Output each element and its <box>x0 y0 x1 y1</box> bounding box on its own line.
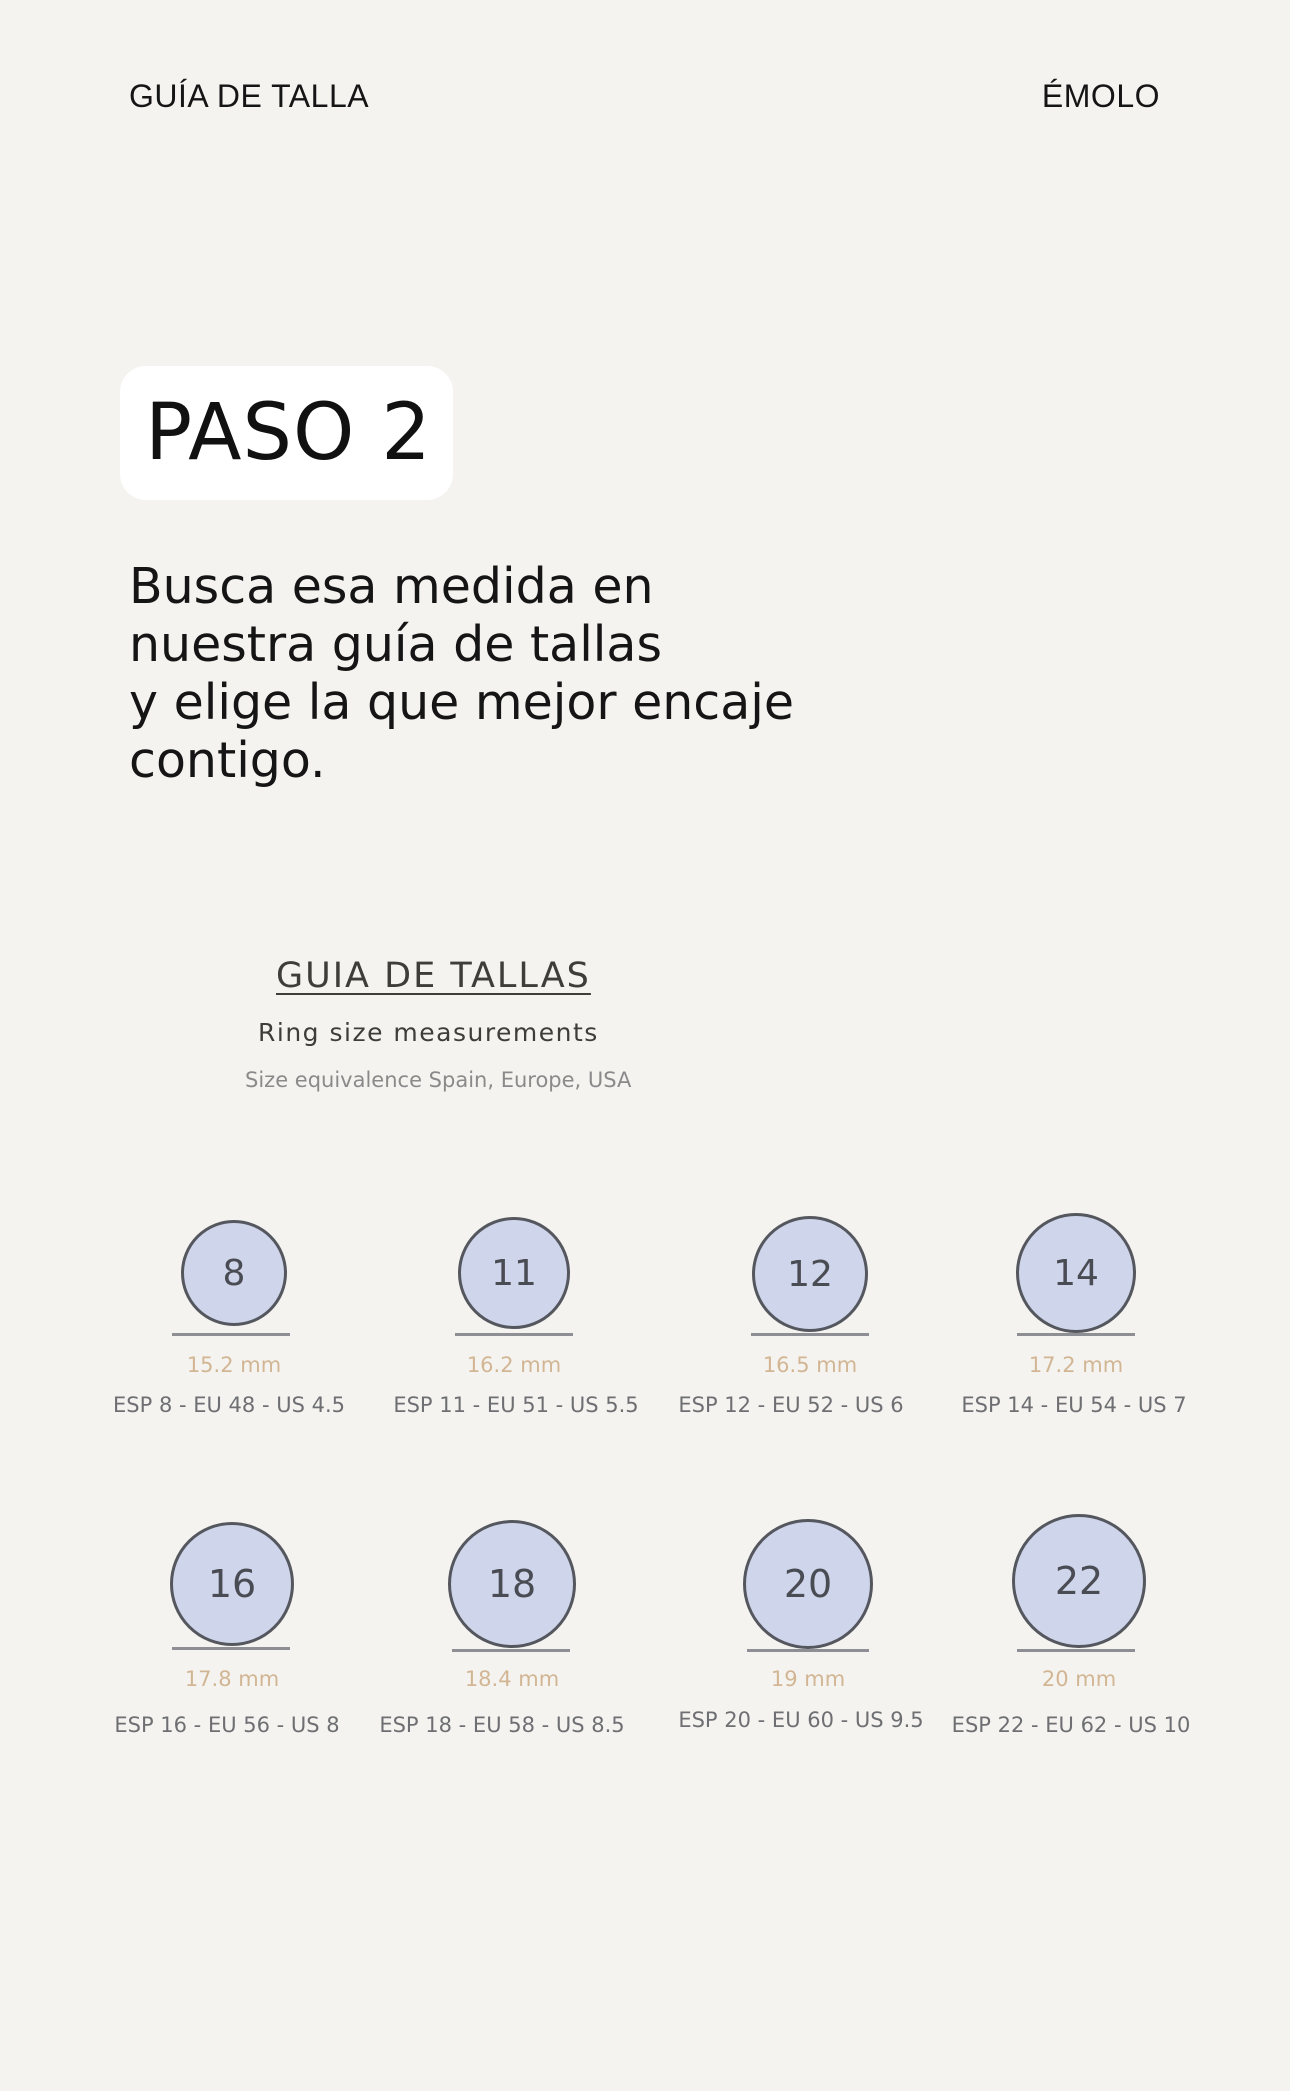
ring-base-line <box>452 1649 570 1652</box>
brand-name: ÉMOLO <box>1041 78 1160 114</box>
ring-diameter-label: 15.2 mm <box>186 1353 282 1377</box>
ring-circle <box>170 1522 294 1646</box>
ring-base-line <box>1017 1333 1135 1336</box>
ring-base-line <box>172 1333 290 1336</box>
ring-size-number: 22 <box>1054 1559 1104 1603</box>
ring-circle <box>743 1519 873 1649</box>
ring-size-number: 8 <box>222 1252 246 1294</box>
ring-equivalence-label: ESP 14 - EU 54 - US 7 <box>961 1393 1187 1417</box>
ring-size-number: 20 <box>783 1562 833 1606</box>
guide-label: GUÍA DE TALLA <box>129 78 370 114</box>
ring-diameter-label: 18.4 mm <box>464 1667 560 1691</box>
ring-circle <box>752 1216 868 1332</box>
ring-base-line <box>1017 1649 1135 1652</box>
size-guide-title: GUIA DE TALLAS <box>276 956 591 996</box>
ring-circle <box>181 1220 287 1326</box>
ring-equivalence-label: ESP 18 - EU 58 - US 8.5 <box>379 1713 625 1737</box>
ring-equivalence-label: ESP 22 - EU 62 - US 10 <box>951 1713 1191 1737</box>
ring-diameter-label: 17.8 mm <box>184 1667 280 1691</box>
ring-size-number: 18 <box>487 1562 537 1606</box>
ring-diameter-label: 16.5 mm <box>762 1353 858 1377</box>
size-guide-subtitle: Ring size measurements <box>258 1018 599 1047</box>
ring-diameter-label: 20 mm <box>1041 1667 1117 1691</box>
ring-size-number: 14 <box>1053 1252 1099 1294</box>
ring-equivalence-label: ESP 11 - EU 51 - US 5.5 <box>393 1393 639 1417</box>
step-badge <box>120 366 453 500</box>
size-guide-note: Size equivalence Spain, Europe, USA <box>245 1068 632 1092</box>
ring-base-line <box>751 1333 869 1336</box>
instructions-line: y elige la que mejor encaje <box>129 674 794 731</box>
ring-equivalence-label: ESP 20 - EU 60 - US 9.5 <box>678 1708 924 1732</box>
ring-equivalence-label: ESP 16 - EU 56 - US 8 <box>114 1713 340 1737</box>
ring-size-number: 11 <box>491 1252 537 1294</box>
ring-equivalence-label: ESP 12 - EU 52 - US 6 <box>678 1393 904 1417</box>
ring-circle <box>1012 1514 1146 1648</box>
ring-base-line <box>747 1649 869 1652</box>
instructions-text <box>129 558 829 790</box>
ring-diameter-label: 16.2 mm <box>466 1353 562 1377</box>
instructions-line: contigo. <box>129 732 326 789</box>
ring-circle <box>458 1217 570 1329</box>
ring-diameter-label: 19 mm <box>770 1667 846 1691</box>
ring-base-line <box>455 1333 573 1336</box>
ring-equivalence-label: ESP 8 - EU 48 - US 4.5 <box>113 1393 345 1417</box>
instructions-line: Busca esa medida en <box>129 558 654 615</box>
ring-diameter-label: 17.2 mm <box>1028 1353 1124 1377</box>
ring-size-number: 16 <box>207 1562 257 1606</box>
ring-base-line <box>172 1647 290 1650</box>
step-label: PASO 2 <box>145 388 432 478</box>
ring-circle <box>1016 1213 1136 1333</box>
instructions-line: nuestra guía de tallas <box>129 616 662 673</box>
ring-circle <box>448 1520 576 1648</box>
ring-size-number: 12 <box>787 1253 833 1295</box>
